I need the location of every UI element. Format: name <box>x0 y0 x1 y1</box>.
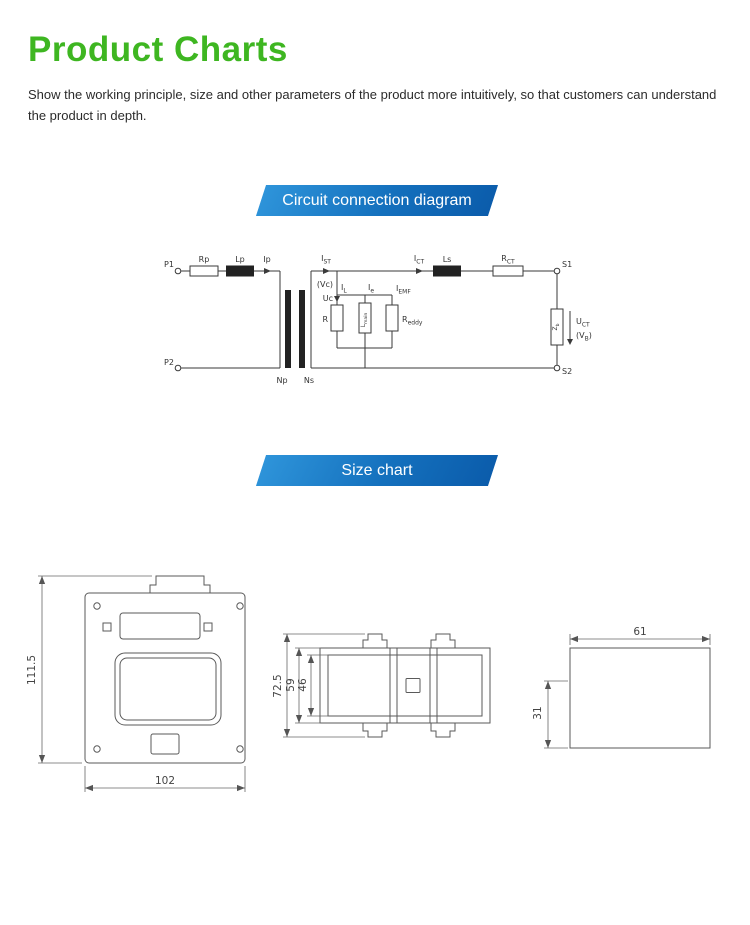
label-rp: Rp <box>198 255 210 264</box>
label-lmain: $L_{main}$ <box>360 312 369 328</box>
label-uc: Uc <box>322 294 333 303</box>
top-overall-dim: 72.5 <box>272 674 284 698</box>
label-vb: $(V_B)$ <box>576 331 592 343</box>
top-tab-top-right <box>431 634 455 648</box>
top-body-dim: 59 <box>285 678 297 692</box>
resistor-r <box>331 305 343 331</box>
side-height-dim: 31 <box>532 706 544 720</box>
front-view <box>85 576 245 763</box>
label-reddy: $R_{eddy}$ <box>402 315 423 327</box>
side-body <box>570 648 710 748</box>
inductor-ls <box>433 266 461 277</box>
front-screw-top-right <box>237 603 243 609</box>
arrow-ict <box>416 268 423 274</box>
label-lp: Lp <box>235 255 245 264</box>
circuit-banner-label: Circuit connection diagram <box>282 192 472 209</box>
front-label-area <box>120 613 200 639</box>
label-ls: Ls <box>442 255 452 264</box>
top-body-inner <box>328 655 482 716</box>
resistor-reddy <box>386 305 398 331</box>
label-ie: $I_e$ <box>368 283 375 295</box>
label-zb: $Z_b$ <box>552 323 561 331</box>
label-ns: Ns <box>303 376 315 385</box>
top-inner-dim: 46 <box>297 678 309 692</box>
circuit-wires <box>181 271 570 368</box>
terminal-p1 <box>175 268 181 274</box>
label-ict: $I_{CT}$ <box>413 254 425 266</box>
circuit-diagram-svg <box>130 245 630 410</box>
top-tab-bottom-left <box>363 723 387 737</box>
label-uct: $U_{CT}$ <box>576 317 590 329</box>
front-window-outer <box>115 653 221 725</box>
label-p1: P1 <box>164 260 174 269</box>
top-body <box>320 648 490 723</box>
top-center-square <box>406 679 420 693</box>
front-dimensions <box>38 576 245 792</box>
resistor-rp <box>190 266 218 276</box>
label-s1: S1 <box>562 260 573 269</box>
front-height-dim: 111.5 <box>26 654 38 686</box>
arrow-uct <box>567 339 573 345</box>
front-width-dim: 102 <box>154 775 176 787</box>
front-right-slot <box>204 623 212 631</box>
front-left-slot <box>103 623 111 631</box>
resistor-rct <box>493 266 523 276</box>
terminal-s2 <box>554 365 560 371</box>
arrow-ist <box>323 268 330 274</box>
inductor-lp <box>226 266 254 277</box>
top-view <box>320 634 490 737</box>
size-chart-svg <box>25 558 725 808</box>
label-np: Np <box>276 376 288 385</box>
top-tab-bottom-right <box>431 723 455 737</box>
side-width-dim: 61 <box>633 626 647 638</box>
label-ip: Ip <box>263 255 271 264</box>
page-description: Show the working principle, size and other parameters of the product more intuitively, so that customers can understand the product in depth. <box>28 87 717 123</box>
side-dimensions <box>544 634 710 748</box>
front-screw-bottom-left <box>94 746 100 752</box>
front-screw-bottom-right <box>237 746 243 752</box>
label-il: $I_L$ <box>341 283 347 295</box>
current-arrows <box>264 268 573 345</box>
label-p2: P2 <box>164 358 174 367</box>
front-window-inner <box>120 658 216 720</box>
arrow-ip <box>264 268 271 274</box>
label-iemf: $I_{EMF}$ <box>396 284 411 296</box>
front-bottom-block <box>151 734 179 754</box>
size-chart-banner <box>256 455 498 486</box>
label-r: R <box>322 315 328 324</box>
top-tab-top-left <box>363 634 387 648</box>
label-ist: $I_{ST}$ <box>321 254 331 266</box>
page-title: Product Charts <box>28 30 288 69</box>
label-rct: $R_{CT}$ <box>501 254 515 266</box>
transformer-core-bar-right <box>299 290 305 368</box>
circuit-banner <box>256 185 498 216</box>
front-screw-top-left <box>94 603 100 609</box>
size-chart-banner-label: Size chart <box>341 462 413 479</box>
side-view <box>570 648 710 748</box>
arrow-il <box>334 296 340 302</box>
transformer-core-bar-left <box>285 290 291 368</box>
label-s2: S2 <box>562 367 573 376</box>
terminal-s1 <box>554 268 560 274</box>
front-top-clip <box>150 576 210 593</box>
label-vc: (Vc) <box>316 280 333 289</box>
terminal-p2 <box>175 365 181 371</box>
